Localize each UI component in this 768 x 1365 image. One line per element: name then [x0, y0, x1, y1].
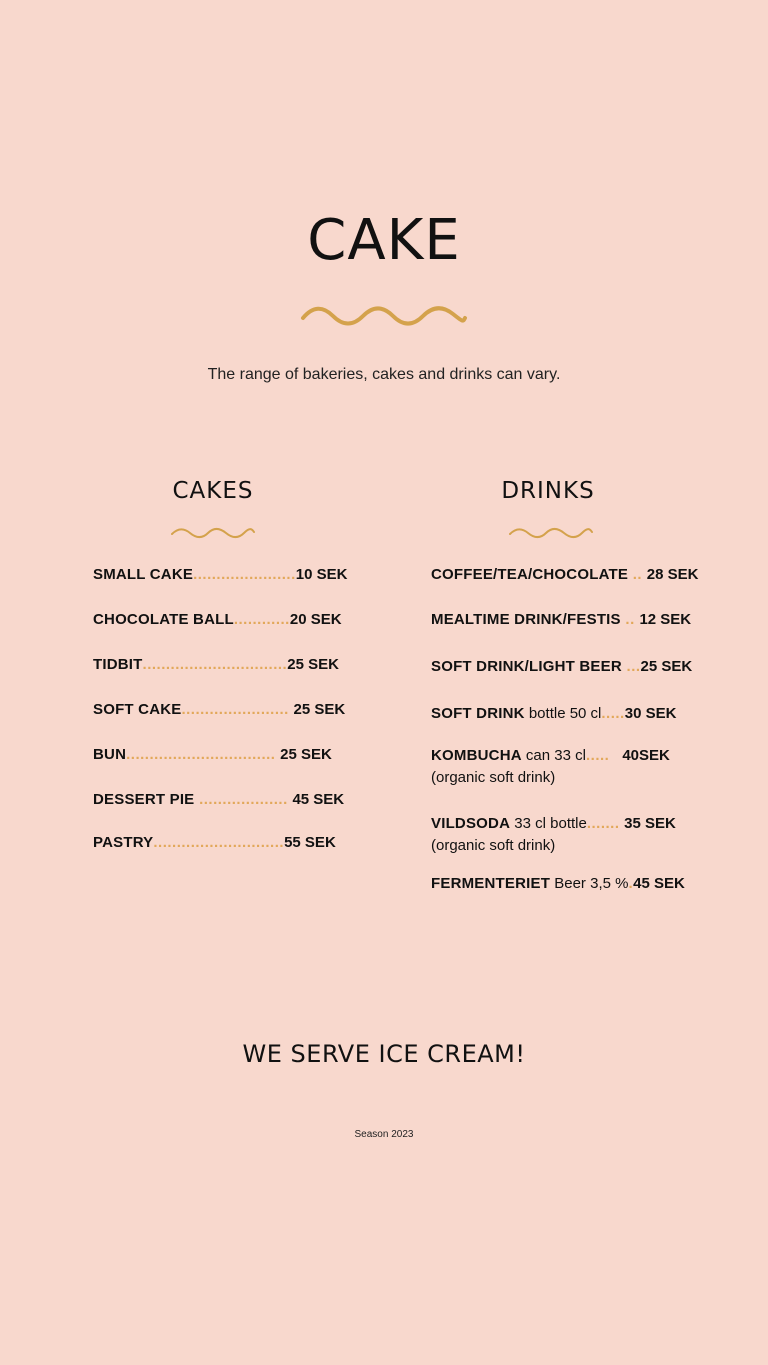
wave-divider-icon — [170, 526, 256, 540]
menu-item-chocolate-ball: CHOCOLATE BALL............20 SEK — [93, 611, 342, 628]
menu-item-tidbit: TIDBIT...............................25 SEK — [93, 656, 339, 673]
season-label: Season 2023 — [354, 1129, 414, 1140]
menu-item-note: (organic soft drink) — [431, 837, 556, 854]
ice-cream-headline: WE SERVE ICE CREAM! — [242, 1040, 526, 1068]
menu-item-mealtime-drink: MEALTIME DRINK/FESTIS .. 12 SEK — [431, 611, 692, 628]
menu-item-bun: BUN................................ 25 SEK — [93, 746, 332, 763]
menu-item-coffee-tea-chocolate: COFFEE/TEA/CHOCOLATE .. 28 SEK — [431, 566, 699, 583]
menu-item-pastry: PASTRY............................55 SEK — [93, 834, 336, 851]
menu-item-vildsoda: VILDSODA 33 cl bottle....... 35 SEK (organic soft drink) — [431, 813, 676, 857]
cakes-heading: CAKES — [172, 478, 254, 504]
drinks-heading: DRINKS — [501, 478, 595, 504]
menu-item-kombucha: KOMBUCHA can 33 cl..... 40SEK (organic soft drink) — [431, 745, 670, 789]
page-title: CAKE — [307, 208, 461, 273]
menu-item-note: (organic soft drink) — [431, 769, 556, 786]
menu-item-small-cake: SMALL CAKE......................10 SEK — [93, 566, 348, 583]
menu-item-fermenteriet: FERMENTERIET Beer 3,5 %.45 SEK — [431, 875, 685, 892]
subtitle: The range of bakeries, cakes and drinks can vary. — [207, 366, 561, 383]
wave-divider-icon — [300, 302, 468, 326]
menu-item-dessert-pie: DESSERT PIE ................... 45 SEK — [93, 791, 345, 808]
menu-item-soft-cake: SOFT CAKE....................... 25 SEK — [93, 701, 346, 718]
menu-item-soft-drink-bottle: SOFT DRINK bottle 50 cl.....30 SEK — [431, 705, 677, 722]
menu-item-soft-drink-light-beer: SOFT DRINK/LIGHT BEER ...25 SEK — [431, 658, 693, 675]
wave-divider-icon — [508, 526, 594, 540]
